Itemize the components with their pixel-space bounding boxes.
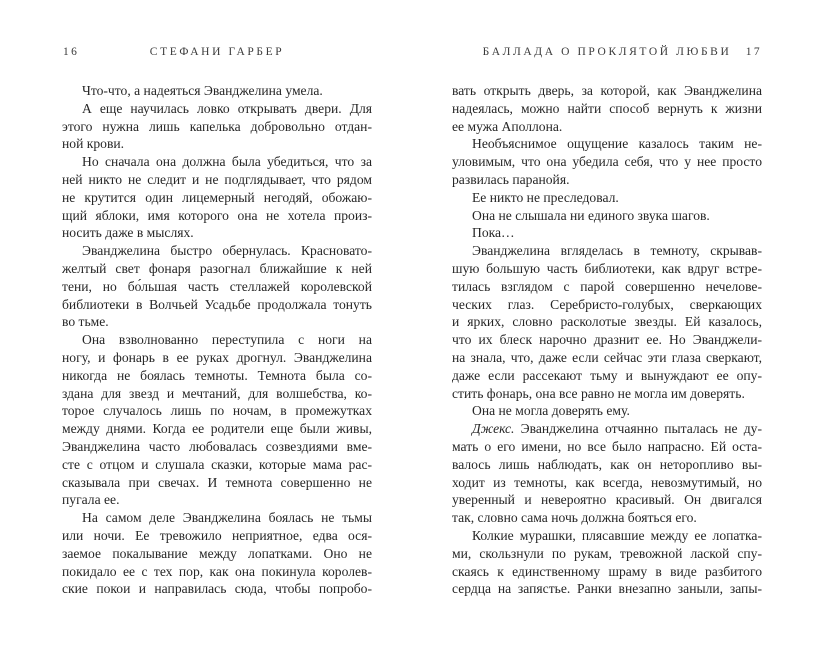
text-line — [452, 420, 762, 438]
text-line: на знала, что, даже если сейчас эти глаза сверкают, — [452, 349, 762, 365]
text-line: так, словно сама ночь должна бояться его. — [452, 510, 697, 526]
text-line: даже если рассекают тьму и вынуждают ее опу- — [452, 367, 762, 383]
text-line: тилась взглядом с парой совершенно нечелове- — [452, 278, 762, 294]
text-line: Эванджелина часто любовалась созвездиями вме- — [62, 438, 372, 454]
text-line: ские покои и направилась сюда, чтобы попробо- — [62, 581, 372, 597]
text-line: Необъяснимое ощущение казалось таким не- — [472, 136, 762, 152]
text-line: между днями. Когда ее родители еще были живы, — [62, 421, 372, 437]
text-line: А еще научилась ловко открывать двери. Для — [82, 100, 372, 116]
text-line: стить фонарь, она все равно не могла им доверять. — [452, 385, 745, 401]
text-line: не крутится один лицемерный негодяй, обожаю- — [62, 189, 372, 205]
text-line: сердца на запястье. Ранки внезапно заныли, запы- — [452, 581, 762, 597]
text-line: вать открыть дверь, за которой, как Эванджелина — [452, 83, 762, 98]
text-line: Пока… — [472, 225, 515, 241]
text-line: сказывала при свечах. И темнота совершенно не — [62, 474, 372, 490]
text-line: тени, но бо́льшая часть стеллажей королевской — [62, 278, 372, 294]
text-line: развилась паранойя. — [452, 171, 570, 187]
text-line: Эванджелина вгляделась в темноту, скрывав- — [472, 243, 762, 259]
text-line: ее мужа Аполлона. — [452, 118, 563, 134]
text-line: пугала ее. — [62, 492, 120, 508]
text-line: шую большую часть библиотеки, как вдруг встре- — [452, 260, 762, 276]
text-line: Эванджелина быстро обернулась. Красновато- — [82, 243, 372, 259]
text-line: этого нужна лишь капелька добровольно отдан- — [62, 118, 372, 134]
text-line: никогда не боялась темноты. Темнота была со- — [62, 367, 372, 383]
page-header-right — [452, 46, 762, 60]
text-line: ней никто не следит и не подглядывает, что рядом — [62, 171, 372, 187]
text-line: здана для звезд и мечтаний, для волшебства, ко- — [62, 385, 372, 401]
text-segment: Эванджелина отчаянно пыталась не ду- — [514, 421, 762, 437]
text-line: На самом деле Эванджелина боялась не тьмы — [82, 510, 372, 526]
text-line: желтый свет фонаря разогнал ближайшие к ней — [62, 260, 372, 276]
text-line: Колкие мурашки, плясавшие между ее лопатка- — [472, 527, 762, 543]
text-line: Ее никто не преследовал. — [472, 189, 619, 205]
text-line: надеялась, можно найти способ вернуть к жизни — [452, 100, 762, 116]
text-line: Она взволнованно переступила с ноги на — [82, 332, 372, 348]
text-line: Что-что, а надеяться Эванджелина умела. — [82, 83, 323, 98]
text-line: мать о его имени, но все было напрасно. Ей оста- — [452, 438, 762, 454]
text-line: или ночи. Ее тревожило неприятное, едва ося- — [62, 527, 372, 543]
running-head-author: СТЕФАНИ ГАРБЕР — [149, 46, 285, 58]
page-number-left: 16 — [63, 46, 80, 58]
text-line: ной крови. — [62, 136, 125, 152]
italic-text-segment: Джекс. — [472, 421, 515, 437]
page-header-left — [62, 46, 372, 60]
text-line: ходит из темноты, как всегда, невозмутимый, но — [452, 474, 762, 490]
text-line: что их блеск нарочно дразнит ее. Но Эванджели- — [452, 332, 762, 348]
page-text-left — [62, 82, 372, 598]
text-line: Она не могла доверять ему. — [472, 403, 630, 419]
page-text-right — [452, 82, 762, 598]
text-line: скаясь к единственному шраму в виде разбитого — [452, 563, 762, 579]
text-line: носить даже в мыслях. — [62, 225, 194, 241]
text-line: щий яблоки, имя которого она не хотела произ- — [62, 207, 372, 223]
text-line: во тьме. — [62, 314, 109, 330]
text-line: заемое покалывание между лопатками. Оно не — [62, 545, 372, 561]
text-line: валось лишь наблюдать, как он неторопливо вы- — [452, 456, 762, 472]
text-line: Но сначала она должна была убедиться, что за — [82, 154, 372, 170]
text-line: торое случалось лишь по ночам, в промежутках — [62, 403, 372, 419]
text-line: ми, скользнули по рукам, тревожной лаской спу- — [452, 545, 762, 561]
text-line: сте с отцом и слушала сказки, которые мама рас- — [62, 456, 372, 472]
text-line: покидало ее с тех пор, как она покинула королев- — [62, 563, 372, 579]
running-head-title: БАЛЛАДА О ПРОКЛЯТОЙ ЛЮБВИ — [482, 46, 732, 58]
text-line: ческих глаз. Серебристо-голубых, сверкающих — [452, 296, 762, 312]
text-line: ногу, и фонарь в ее руках дрогнул. Эванджелина — [62, 349, 372, 365]
text-line: Она не слышала ни единого звука шагов. — [472, 207, 710, 223]
text-line: библиотеки в Волчьей Усадьбе продолжала тонуть — [62, 296, 372, 312]
page-left — [62, 0, 372, 662]
text-line: уловимым, что она убедила себя, что у нее просто — [452, 154, 762, 170]
page-number-right: 17 — [745, 46, 762, 58]
text-line: уверенный и невероятно красивый. Он двигался — [452, 492, 762, 508]
page-right — [452, 0, 762, 662]
text-line: и ярких, словно расколотые звезды. Ей казалось, — [452, 314, 762, 330]
